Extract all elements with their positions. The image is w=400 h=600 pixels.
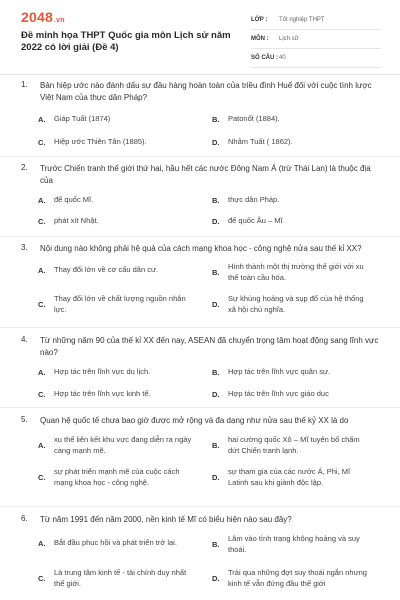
- option-d[interactable]: [212, 389, 372, 400]
- option-letter: D.: [212, 216, 220, 226]
- header: [0, 0, 400, 74]
- option-letter: B.: [212, 195, 220, 205]
- option-d[interactable]: [212, 467, 372, 488]
- option-a[interactable]: [38, 114, 198, 125]
- question-text: Nội dung nào không phải hệ quả của cách mạng khoa học - công nghệ nửa sau thế kỉ XX?: [40, 244, 362, 253]
- option-text: Hiệp ước Thiên Tân (1885).: [54, 137, 147, 146]
- logo-text: 2048: [21, 9, 53, 25]
- option-a[interactable]: [38, 265, 198, 276]
- meta-key: MÔN :: [251, 36, 269, 42]
- question-number: 3.: [21, 243, 28, 252]
- question-number: 1.: [21, 80, 28, 89]
- option-letter: D.: [212, 137, 220, 147]
- option-letter: C.: [38, 574, 46, 583]
- option-c[interactable]: [38, 568, 198, 589]
- option-d[interactable]: [212, 294, 372, 315]
- option-letter: B.: [212, 441, 220, 450]
- option-text: đế quốc Mĩ.: [54, 195, 94, 204]
- option-letter: C.: [38, 389, 46, 399]
- option-letter: D.: [212, 389, 220, 399]
- option-text: hai cường quốc Xô – Mĩ tuyên bố chấm dứt Chiến tranh lạnh.: [228, 435, 360, 455]
- document-meta: [251, 11, 381, 68]
- option-letter: A.: [38, 538, 46, 548]
- option-c[interactable]: [38, 294, 198, 315]
- option-d[interactable]: [212, 216, 372, 227]
- option-text: Hợp tác trên lĩnh vực giáo dục: [228, 389, 329, 398]
- option-letter: B.: [212, 268, 220, 277]
- question-text: Bản hiệp ước nào đánh dấu sự đầu hàng hoàn toàn của triều đình Huế đối với cuộc tình lược Việt Nam của thực dân Pháp?: [40, 81, 372, 102]
- option-b[interactable]: [212, 367, 372, 378]
- meta-value: Lịch sử: [279, 36, 299, 42]
- option-text: xu thế liên kết khu vực đang diễn ra ngày càng mạnh mẽ.: [54, 435, 192, 455]
- option-text: Nhâm Tuất ( 1862).: [228, 137, 293, 146]
- option-letter: A.: [38, 441, 46, 450]
- header-divider: [0, 74, 400, 75]
- document-title: Đề minh họa THPT Quốc gia môn Lịch sử năm 2022 có lời giải (Đề 4): [21, 30, 231, 53]
- option-letter: B.: [212, 367, 220, 377]
- option-letter: B.: [212, 114, 220, 124]
- option-b[interactable]: [212, 435, 372, 456]
- option-text: Hợp tác trên lĩnh vực du lịch.: [54, 367, 151, 376]
- question-divider: [0, 156, 400, 157]
- option-b[interactable]: [212, 534, 372, 555]
- option-letter: C.: [38, 137, 46, 147]
- question-text: Quan hệ quốc tế chưa bao giờ được mở rộng và đa dạng như nửa sau thế kỷ XX là do: [40, 416, 349, 425]
- question-number: 2.: [21, 163, 28, 172]
- option-letter: C.: [38, 300, 46, 309]
- site-logo[interactable]: [21, 9, 65, 25]
- meta-row-grade: [251, 11, 381, 30]
- question-number: 5.: [21, 415, 28, 424]
- meta-row-question-count: [251, 49, 381, 68]
- option-text: Hình thành một thị trường thế giới với xu thế toàn cầu hóa.: [228, 262, 364, 282]
- option-letter: C.: [38, 473, 46, 482]
- option-d[interactable]: [212, 568, 372, 589]
- option-text: Hợp tác trên lĩnh vực quân sự.: [228, 367, 331, 376]
- option-text: Là trung tâm kinh tế - tài chính duy nhất thế giới.: [54, 568, 187, 588]
- option-letter: D.: [212, 473, 220, 482]
- option-text: sự phát triển mạnh mẽ của cuộc cách mạng khoa học - công nghệ.: [54, 467, 180, 487]
- option-d[interactable]: [212, 137, 372, 148]
- option-text: Hợp tác trên lĩnh vực kinh tế.: [54, 389, 151, 398]
- option-text: đế quốc Âu – Mĩ: [228, 216, 283, 225]
- option-text: sự tham gia của các nước Á, Phi, Mĩ Latinh sau khi giành độc lập.: [228, 467, 351, 487]
- question-text: Từ những năm 90 của thế kỉ XX đến nay, ASEAN đã chuyển trọng tâm hoạt động sang lĩnh vực nào?: [40, 336, 379, 357]
- question-number: 4.: [21, 335, 28, 344]
- option-text: thực dân Pháp.: [228, 195, 280, 204]
- option-letter: C.: [38, 216, 46, 226]
- question-text: Từ năm 1991 đến năm 2000, nền kinh tế Mĩ có biểu hiện nào sau đây?: [40, 515, 292, 524]
- question-divider: [0, 407, 400, 408]
- question-divider: [0, 236, 400, 237]
- question-number: 6.: [21, 514, 28, 523]
- option-a[interactable]: [38, 195, 198, 206]
- option-c[interactable]: [38, 137, 198, 148]
- option-a[interactable]: [38, 367, 198, 378]
- option-text: Giáp Tuất (1874): [54, 114, 111, 123]
- option-text: Sự khủng hoảng và sụp đổ của hệ thống xã hội chủ nghĩa.: [228, 294, 364, 314]
- option-b[interactable]: [212, 262, 372, 283]
- option-letter: D.: [212, 574, 220, 583]
- question-text: Trước Chiến tranh thế giới thứ hai, hầu hết các nước Đông Nam Á (trừ Thái Lan) là thuộc địa của: [40, 164, 371, 185]
- option-text: phát xít Nhật.: [54, 216, 99, 225]
- option-text: Thay đổi lớn về cơ cấu dân cư.: [54, 265, 159, 274]
- option-letter: B.: [212, 540, 220, 549]
- option-letter: A.: [38, 367, 46, 377]
- option-b[interactable]: [212, 114, 372, 125]
- meta-value: Tốt nghiệp THPT: [279, 17, 325, 23]
- option-text: Lâm vào tình trạng không hoảng và suy thoái.: [228, 534, 360, 554]
- option-a[interactable]: [38, 538, 198, 549]
- option-c[interactable]: [38, 389, 198, 400]
- question-divider: [0, 327, 400, 328]
- meta-value: 40: [279, 55, 286, 61]
- option-letter: A.: [38, 114, 46, 124]
- option-letter: A.: [38, 195, 46, 205]
- logo-suffix: .vn: [53, 17, 65, 24]
- meta-key: SỐ CÂU :: [251, 55, 278, 61]
- question-divider: [0, 506, 400, 507]
- option-letter: A.: [38, 265, 46, 275]
- option-a[interactable]: [38, 435, 198, 456]
- option-text: Bắt đầu phục hồi và phát triển trở lại.: [54, 538, 177, 547]
- option-c[interactable]: [38, 216, 198, 227]
- option-b[interactable]: [212, 195, 372, 206]
- option-c[interactable]: [38, 467, 198, 488]
- option-text: Trải qua những đợt suy thoái ngắn nhưng kinh tế vẫn đứng đầu thế giới: [228, 568, 367, 588]
- option-letter: D.: [212, 300, 220, 309]
- meta-row-subject: [251, 30, 381, 49]
- meta-key: LỚP :: [251, 17, 268, 23]
- option-text: Patonốt (1884).: [228, 114, 280, 123]
- option-text: Thay đổi lớn về chất lượng nguồn nhân lực.: [54, 294, 186, 314]
